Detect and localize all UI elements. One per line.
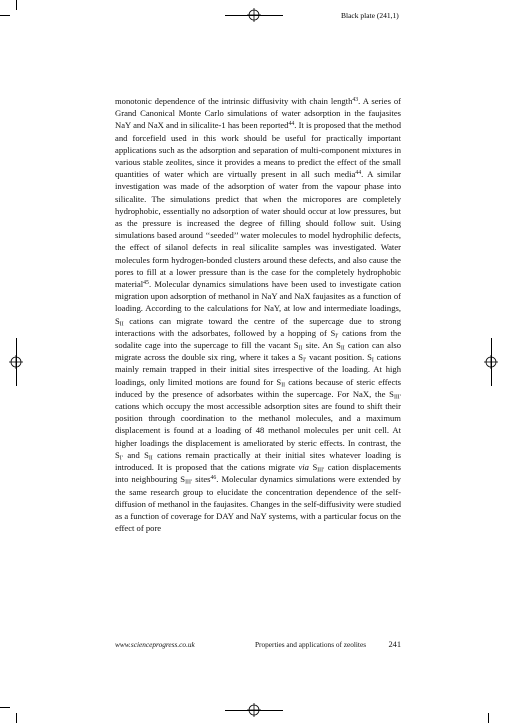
citation-44: 44 [355, 170, 362, 177]
crop-line-top-left-vertical [16, 0, 17, 10]
crop-line-bottom-right-vertical [488, 713, 489, 723]
plate-label: Black plate (241,1) [341, 11, 399, 20]
running-title: Properties and applications of zeolites [255, 640, 367, 649]
registration-line-left [16, 338, 17, 386]
crop-line-top-left [0, 15, 10, 16]
registration-line-bottom [225, 710, 283, 711]
crop-line-bottom-left-vertical [16, 713, 17, 723]
footer-url: www.scienceprogress.co.uk [115, 640, 195, 649]
body-paragraph [115, 95, 401, 534]
registration-line-right [491, 338, 492, 386]
page-number: 241 [388, 640, 401, 649]
citation-43: 43 [352, 97, 359, 103]
crop-line-bottom-left [0, 707, 10, 708]
citation-46: 46 [210, 475, 217, 482]
registration-line-top [225, 15, 283, 16]
citation-45: 45 [143, 280, 149, 287]
citation-44: 44 [288, 121, 295, 128]
paragraph: monotonic dependence of the intrinsic diffusivity with chain length$^{43}$. A series of Grand Canonical Monte Carlo simulations of water adsorption in the faujasites NaY and NaX and in silicalite-1 has been reported$^{44}$. It is proposed that the method and forcefield used in this work should be useful for practically important applications such as the adsorption and separation of multi-component mixtures in various stable zeolites, since it provides a means to predict the effect of the small quantities of water which are virtually present in all such media$^{44}$. A similar investigation was made of the adsorption of water from the vapour phase into silicalite. The simulations predict that when the micropores are completely hydrophobic, essentially no adsorption of water should occur at low pressures, but as the pressure is increased the degree of filling should follow suit. Using simulations based around ‘‘seeded’’ water molecules to model hydrophilic defects, the effect of silanol defects in real silicalite samples was investigated. Water molecules form hydrogen-bonded clusters around these defects, and also cause the pores to fill at a lower pressure than is the case for the completely hydrophobic material$^{45}$. Molecular dynamics simulations have been used to investigate cation migration upon adsorption of methanol in NaY and NaX faujasites as a function of loading. According to the calculations for NaY, at low and intermediate loadings, $S_{II}$ cations can migrate toward the centre of the supercage due to strong interactions with the adsorbates, followed by a hopping of $S_{I'}$ cations from the sodalite cage into the supercage to fill the vacant $S_{II}$ site. An $S_{II}$ cation can also migrate across the double six ring, where it takes a $S_{I'}$ vacant position. $S_I$ cations mainly remain trapped in their initial sites irrespective of the loading. At high loadings, only limited motions are found for $S_{II}$ cations because of steric effects induced by the presence of adsorbates within the supercage. For NaX, the $S_{III'}$ cations which occupy the most accessible adsorption sites are found to shift their position through coordination to the methanol molecules, and a maximum displacement is found at a loading of 48 methanol molecules per unit cell. At higher loadings the displacement is ameliorated by steric effects. In contrast, the $S_{I'}$ and $S_{II}$ cations remain practically at their initial sites whatever loading is introduced. It is proposed that the cations migrate via $S_{III'}$ cation displacements into neighbouring $S_{III'}$ sites$^{46}$. Molecular dynamics simulations were extended by the same research group to elucidate the concentration dependence of the self-diffusion of methanol in the faujasites. Changes in the self-diffusivity were studied as a function of coverage for DAY and NaY systems, with a particular focus on the effect of pore [115, 96, 402, 534]
